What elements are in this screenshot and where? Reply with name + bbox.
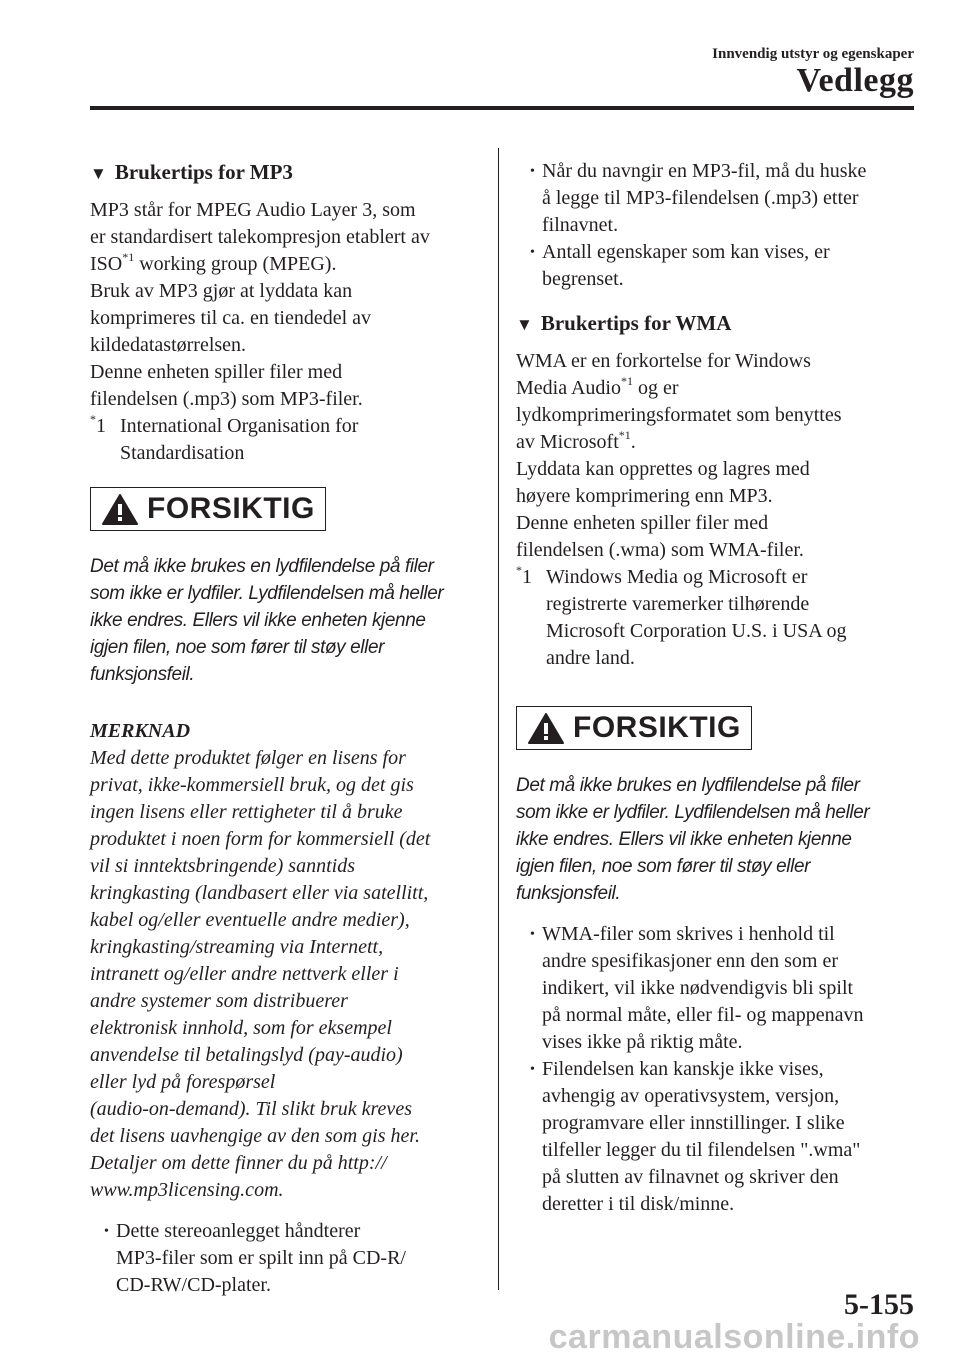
triangle-down-icon: ▼ [90, 164, 107, 183]
right-column [516, 158, 916, 1218]
watermark: carmanualsonline.info [548, 1318, 920, 1356]
list-item: • Når du navngir en MP3-fil, må du huske å legge til MP3-filendelsen (.mp3) etter filnavnet. [530, 158, 916, 239]
note-text: Med dette produktet følger en lisens for privat, ikke-kommersiell bruk, og det gis ingen lisens eller rettigheter til å bruke produktet i noen form for kommersiell (det vil si inntektsbringende) sanntids kringkasting (landbasert eller via satellitt, kabel og/eller eventuelle andre medier), kringkasting/streaming via Internett, intranett og/eller andre nettverk eller i andre systemer som distribuerer elektronisk innhold, som for eksempel anvendelse til betalingslyd (pay-audio) eller lyd på forespørsel (audio-on-demand). Til slikt bruk kreves det lisens uavhengige av den som gis her. Detaljer om dette finner du på http:// www.mp3licensing.com. [90, 747, 431, 1201]
note-title: MERKNAD [90, 720, 191, 742]
caution-text: Det må ikke brukes en lydfilendelse på filer som ikke er lydfiler. Lydfilendelsen må heller ikke endres. Ellers vil ikke enheten kjenne igjen filen, noe som fører til støy eller funksjonsfeil. [516, 775, 870, 904]
bullet-dot: • [530, 927, 535, 942]
text-line: komprimeres til ca. en tiendedel av [90, 307, 372, 329]
text-line: Standardisation [120, 442, 245, 464]
caution-box [90, 487, 326, 531]
list-item: • WMA-filer som skrives i henhold til andre spesifikasjoner enn den som er indikert, vil ikke nødvendigvis bli spilt på normal måte, eller fil- og mappenavn vises ikke på riktig måte. [530, 921, 916, 1056]
mp3-intro [90, 197, 480, 413]
wma-heading-text: Brukertips for WMA [540, 311, 732, 335]
header-rule [90, 106, 914, 110]
triangle-down-icon: ▼ [516, 315, 533, 334]
list-item: • Dette stereoanlegget håndterer MP3-filer som er spilt inn på CD-R/ CD-RW/CD-plater. [104, 1218, 480, 1299]
footnote-ref: *1 [618, 428, 631, 442]
text-line: Bruk av MP3 gjør at lyddata kan [90, 280, 353, 302]
text-line: Denne enheten spiller filer med [90, 361, 343, 383]
caution-text: Det må ikke brukes en lydfilendelse på filer som ikke er lydfiler. Lydfilendelsen må heller ikke endres. Ellers vil ikke enheten kjenne igjen filen, noe som fører til støy eller funksjonsfeil. [90, 556, 444, 685]
footnote-ref: *1 [122, 250, 135, 264]
header-title: Vedlegg [796, 62, 914, 99]
text-line: ISO [90, 253, 123, 275]
header-section-title: Innvendig utstyr og egenskaper [712, 46, 914, 62]
text-line: er standardisert talekompresjon etablert av [90, 226, 430, 248]
left-column [90, 160, 480, 1299]
mp3-heading-text: Brukertips for MP3 [114, 160, 293, 184]
text-line: working group (MPEG). [134, 253, 337, 275]
footnote-ref: *1 [621, 374, 633, 388]
mp3-heading [90, 160, 480, 185]
wma-heading [516, 311, 916, 336]
page-number: 5-155 [844, 1288, 914, 1321]
column-divider [498, 148, 499, 1290]
list-item: • Filendelsen kan kanskje ikke vises, avhengig av operativsystem, versjon, programvare eller innstillinger. I slike tilfeller legger du til filendelsen ".wma" på slutten av filnavnet og skriver den deretter i til disk/minne. [530, 1056, 916, 1218]
caution-box [516, 706, 752, 750]
list-item: • Antall egenskaper som kan vises, er begrenset. [530, 239, 916, 293]
text-line: MP3 står for MPEG Audio Layer 3, som [90, 199, 416, 221]
mp3-footnote [90, 413, 480, 467]
warning-triangle-icon [527, 712, 565, 745]
text-line: kildedatastørrelsen. [90, 334, 247, 356]
wma-intro: WMA er en forkortelse for Windows Media Audio$^{*1}$ og er lydkomprimeringsformatet som benyttes av Microsoft$^{*1}$. Lyddata kan opprettes og lagres med høyere komprimering enn MP3. Denne enheten spiller filer med filendelsen (.wma) som WMA-filer. [516, 350, 842, 561]
text-line: International Organisation for [120, 415, 359, 437]
caution-label: FORSIKTIG [147, 492, 315, 525]
bullet-dot: • [530, 1062, 535, 1077]
warning-triangle-icon [101, 493, 139, 526]
bullet-dot: • [104, 1224, 109, 1239]
footnote-marker: *1 [516, 563, 532, 588]
footnote-marker: *1 [90, 412, 106, 437]
caution-label: FORSIKTIG [573, 711, 741, 744]
wma-footnote: *1 Windows Media og Microsoft er registrerte varemerker tilhørende Microsoft Corporation U.S. i USA og andre land. [516, 564, 916, 672]
bullet-dot: • [530, 164, 535, 179]
bullet-dot: • [530, 245, 535, 260]
text-line: filendelsen (.mp3) som MP3-filer. [90, 388, 363, 410]
